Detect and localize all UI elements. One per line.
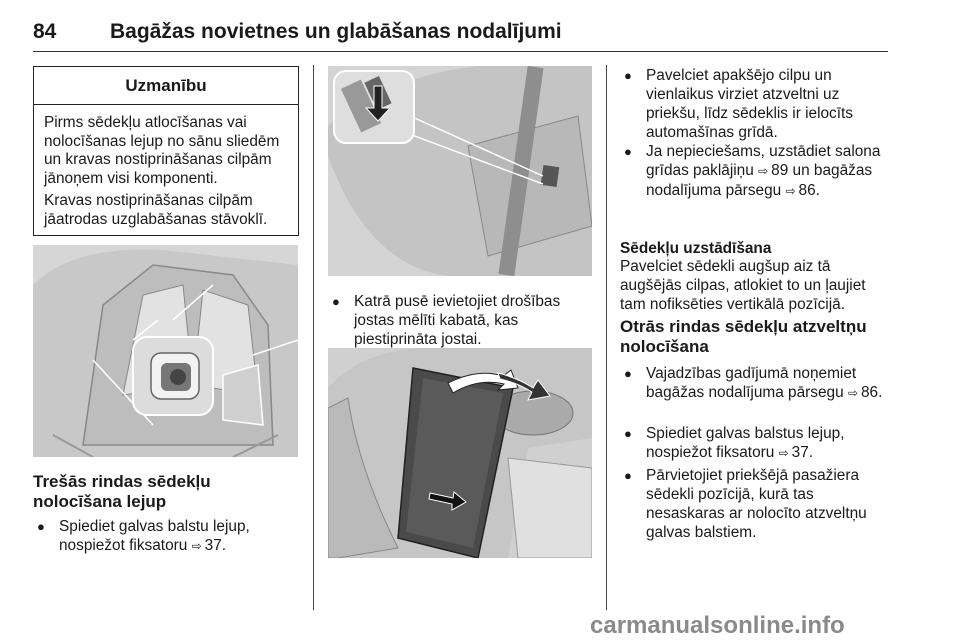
list-item [328,292,590,349]
page-header [33,16,888,52]
seat-belt-drawing [328,66,592,276]
seat-folding-drawing [328,348,592,558]
column-divider [606,65,607,610]
page-title: Bagāžas novietnes un glabāšanas nodalījumi [110,20,562,43]
list-item [620,364,890,403]
page-reference: 89 [771,162,789,179]
caution-box [33,66,299,236]
bullet-dot: ● [37,519,45,534]
seat-belt-illustration [328,66,592,276]
bullet-dot: ● [624,468,632,483]
cargo-area-illustration [33,245,298,457]
page-number: 84 [33,20,57,43]
list-item [620,466,890,542]
bullet-text: un bagāžas nodalījuma pārsegu [646,162,873,199]
bullet-dot: ● [624,144,632,159]
cross-reference-icon: ⇨ [847,386,858,400]
section-heading-third-row: Trešās rindas sēdekļu nolocīšana lejup [33,472,211,511]
list-item [620,142,890,201]
page-reference: 37. [791,444,814,461]
setup-paragraph: Pavelciet sēdekli augšup aiz tā augšējās cilpas, atlokiet to un ļaujiet tam nofiksēties vertikālā pozīcijā. [620,258,866,313]
cross-reference-icon: ⇨ [758,164,769,178]
page-reference: 86. [798,182,820,199]
list-item [620,424,890,463]
bullet-dot: ● [624,426,632,441]
list-item [620,66,890,142]
caution-paragraph: Kravas nostiprināšanas cilpām jāatrodas uzglabāšanas stāvoklī. [44,192,268,228]
section-heading-second-row: Otrās rindas sēdekļu atzveltņu nolocīšana [620,317,867,356]
cargo-area-drawing [33,245,298,457]
caution-paragraph: Pirms sēdekļu atlocīšanas vai nolocīšanas lejup no sānu sliedēm un kravas nostiprināšanas cilpām jānoņem visi komponenti. [44,114,280,187]
bullet-dot: ● [332,294,340,309]
bullet-dot: ● [624,366,632,381]
bullet-text: Pārvietojiet priekšējā pasažiera sēdekli pozīcijā, kurā tas nesaskaras ar nolocīto atzveltņu galvas balstiem. [646,467,867,541]
seat-folding-illustration [328,348,592,558]
page-reference: 37. [204,537,227,554]
list-item [33,517,295,556]
page-reference: 86. [861,384,883,401]
bullet-text: Katrā pusē ievietojiet drošības jostas mēlīti kabatā, kas piestiprināta jostai. [354,293,561,348]
section-heading-setup: Sēdekļu uzstādīšana [620,240,772,257]
watermark: carmanualsonline.info [590,612,845,639]
bullet-text: Pavelciet apakšējo cilpu un vienlaikus virziet atzveltni uz priekšu, līdz sēdeklis ir ielocīts automašīnas grīdā. [646,67,853,141]
bullet-text: Vajadzības gadījumā noņemiet bagāžas nodalījuma pārsegu [646,365,857,401]
bullet-text: Ja nepieciešams, uzstādiet salona grīdas paklājiņu [646,143,881,179]
caution-title: Uzmanību [34,67,298,105]
bullet-text: Spiediet galvas balstu lejup, nospiežot fiksatoru [59,518,250,554]
caution-body [34,105,298,229]
bullet-text: Spiediet galvas balstus lejup, nospiežot fiksatoru [646,425,845,461]
cross-reference-icon: ⇨ [785,184,796,198]
cross-reference-icon: ⇨ [191,539,202,553]
cross-reference-icon: ⇨ [778,446,789,460]
bullet-dot: ● [624,68,632,83]
column-divider [313,65,314,610]
